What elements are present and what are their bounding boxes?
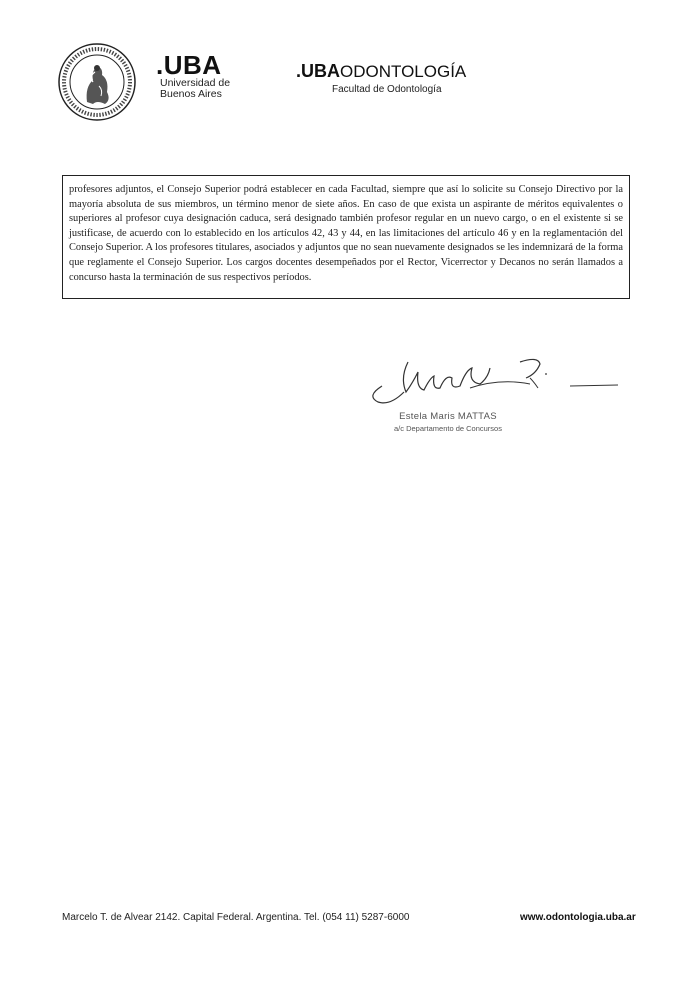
university-seal-logo: [57, 42, 137, 122]
faculty-wordmark-prefix: .UBA: [296, 61, 340, 81]
footer-website: www.odontologia.uba.ar: [520, 912, 636, 923]
faculty-logo: [296, 62, 466, 95]
regulation-paragraph: profesores adjuntos, el Consejo Superior podrá establecer en cada Facultad, siempre que así lo solicite su Consejo Directivo por la mayoría absoluta de sus miembros, un término menor de siete años. En caso de que exista un aspirante de méritos equivalentes o superiores al profesor cuya designación caduca, será designado también profesor regular en un nuevo cargo, o en el existente si se justificase, de acuerdo con lo establecido en los artículos 42, 43 y 44, en las limitaciones del artículo 46 y en la reglamentación del Consejo Superior. A los profesores titulares, asociados y adjuntos que no sean nuevamente designados se les indemnizará de la forma que reglamente el Consejo Superior. Los cargos docentes desempeñados por el Rector, Vicerrector y Decanos no serán llamados a concurso hasta la terminación de sus respectivos períodos.: [69, 184, 623, 283]
signer-name: Estela Maris MATTAS: [399, 411, 497, 422]
handwritten-signature: [360, 348, 620, 408]
faculty-wordmark: [296, 62, 466, 81]
uba-wordmark: .UBA: [156, 50, 222, 80]
regulation-text-box: [62, 175, 630, 299]
uba-logo: [156, 52, 230, 100]
uba-line2: Buenos Aires: [160, 88, 222, 100]
signer-role: a/c Departamento de Concursos: [394, 424, 502, 433]
faculty-wordmark-name: ODONTOLOGÍA: [340, 62, 467, 81]
faculty-subtitle: Facultad de Odontología: [332, 84, 442, 95]
footer-address: Marcelo T. de Alvear 2142. Capital Federal. Argentina. Tel. (054 11) 5287-6000: [62, 912, 410, 923]
uba-line1: Universidad de: [160, 77, 231, 89]
signer-block: [358, 411, 538, 433]
